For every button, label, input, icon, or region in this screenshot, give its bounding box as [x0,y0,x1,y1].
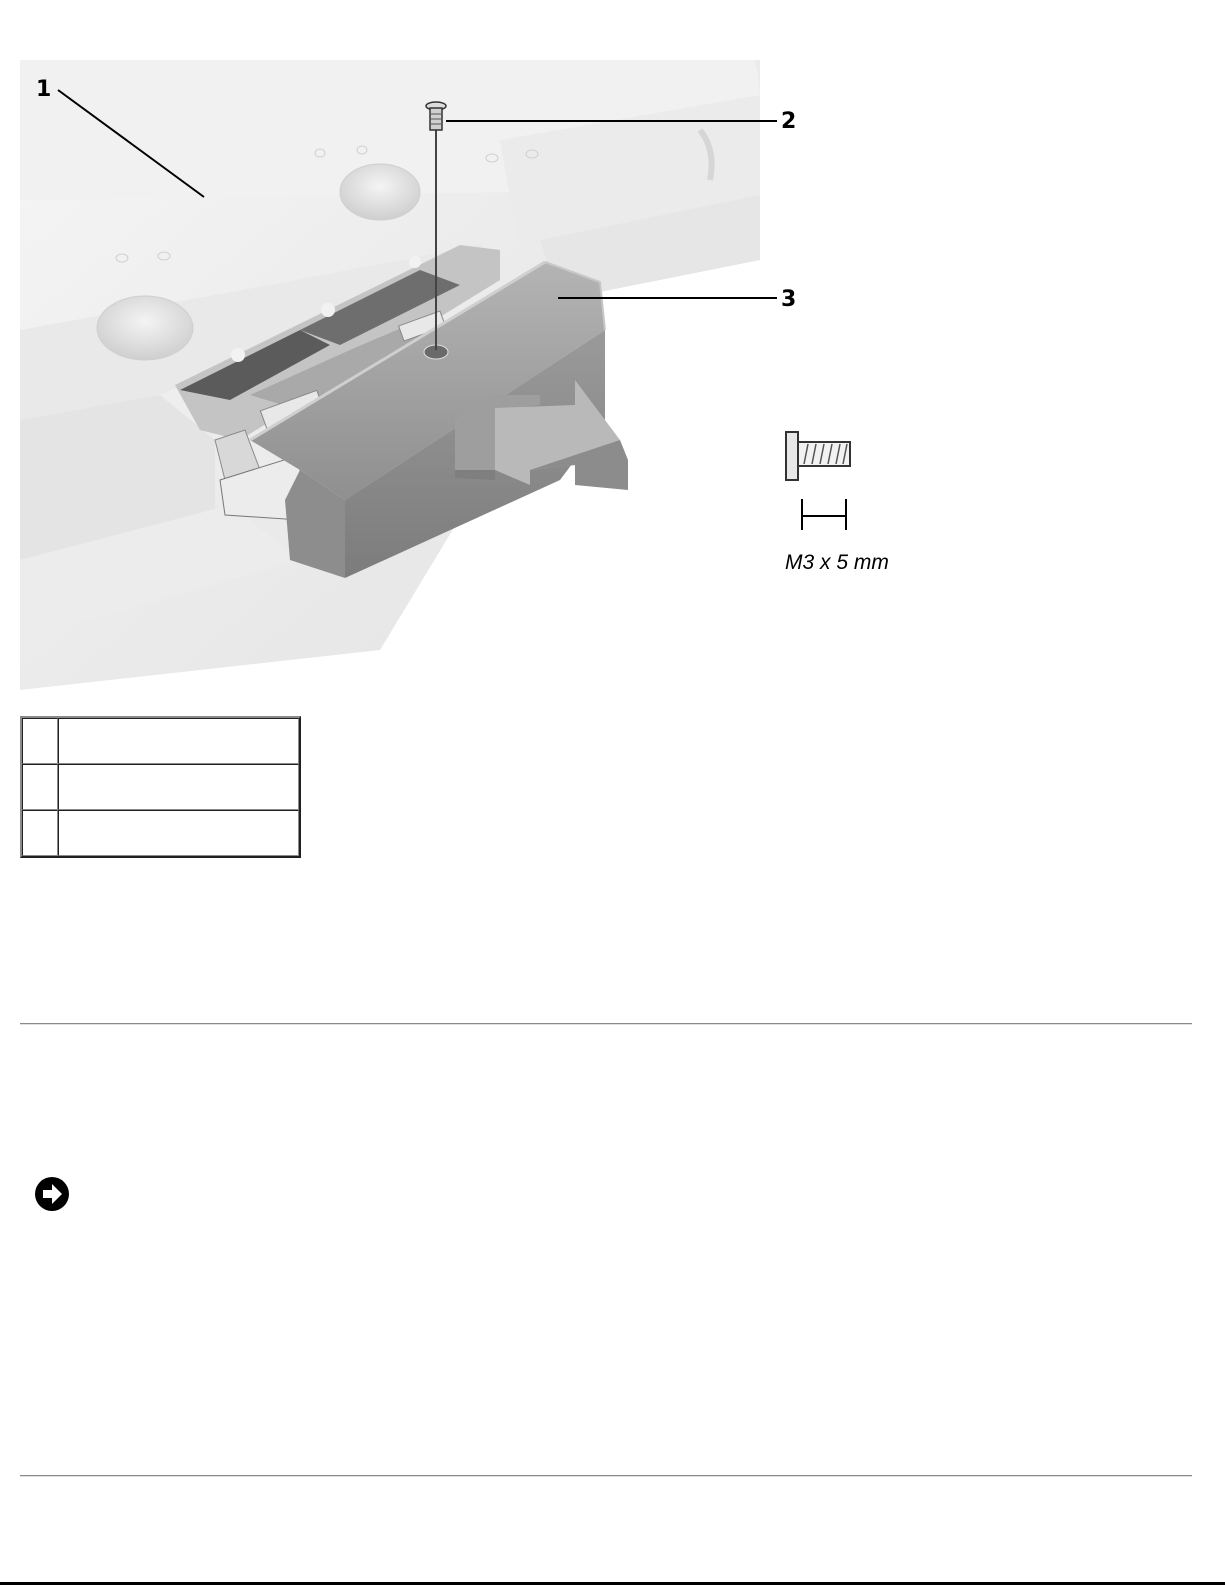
section-divider [20,1023,1192,1025]
screw-spec-label: M3 x 5 mm [785,551,889,574]
table-row [22,810,299,856]
callout-1-number: 1 [36,77,52,102]
callout-label-cell [58,718,299,764]
callout-3-number: 3 [781,287,797,312]
notice-arrow-icon [33,1175,71,1213]
rubber-foot-rear [340,164,420,220]
callout-2-number: 2 [781,109,797,134]
table-row [22,764,299,810]
callout-number-cell [22,718,58,764]
callout-label-cell [58,764,299,810]
screw-spec-drawing [786,432,850,530]
section-divider [20,1475,1192,1477]
table-row [22,718,299,764]
hinge-cover-removal-illustration [0,0,1225,690]
callout-number-cell [22,764,58,810]
callout-label-cell [58,810,299,856]
callout-number-cell [22,810,58,856]
callout-legend-table [20,716,301,858]
rubber-foot-front [97,296,193,360]
